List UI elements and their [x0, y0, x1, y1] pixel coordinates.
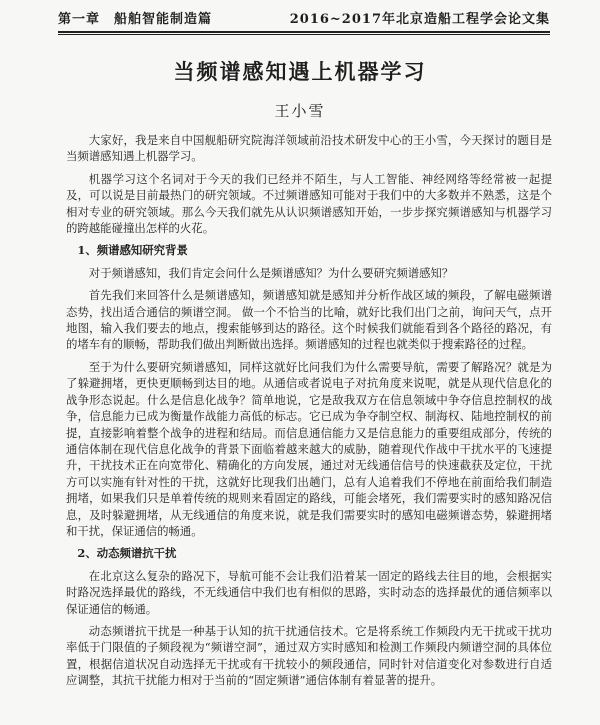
- intro-paragraph: 机器学习这个名词对于今天的我们已经并不陌生，与人工智能、神经网络等经常被一起提及，可以说是目前最热门的研究领域。不过频谱感知可能对于我们中的大多数并不熟悉，这是个相对专业的研究领域。那么今天我们就先从认识频谱感知开始，一步步探究频谱感知与机器学习的跨越能碰撞出怎样的火花。: [66, 171, 552, 236]
- section-paragraph: 在北京这么复杂的路况下，导航可能不会让我们沿着某一固定的路线去往目的地，会根据实时路况选择最优的路线，不无线通信中我们也有相似的思路，实时动态的选择最优的通信频率以保证通信的畅通。: [66, 568, 552, 616]
- author-name: 王小雪: [274, 102, 326, 120]
- section-paragraph: 对于频谱感知，我们肯定会问什么是频谱感知？为什么要研究频谱感知？: [88, 265, 454, 280]
- section-heading: 2、动态频谱抗干扰: [77, 546, 177, 561]
- header-rule: [58, 31, 550, 33]
- running-header: [58, 8, 550, 27]
- section-heading: 1、频谱感知研究背景: [77, 243, 188, 258]
- section-paragraph: 首先我们来回答什么是频谱感知，频谱感知就是感知并分析作战区域的频段，了解电磁频谱态势，找出适合通信的频谱空洞。 做一个不恰当的比喻，就好比我们出门之前，询问天气，点开地图，输入我们要去的地点，搜索能够到达的路径。这个时候我们就能看到各个路径的路况，有的堵车有的顺畅，帮助我们做出判断做出选择。频谱感知的过程也就类似于搜索路径的过程。: [66, 288, 552, 352]
- section-paragraph: 至于为什么要研究频谱感知，同样这就好比问我们为什么需要导航，需要了解路况？就是为了躲避拥堵，更快更顺畅到达目的地。从通信或者说电子对抗角度来说呢，就是从现代信息化的战争形态说起。什么是信息化战争？简单地说，它是敌我双方在信息领域中争夺信息控制权的战争，信息能力已成为衡量作战能力高低的标志。它已成为争夺制空权、制海权、陆地控制权的前提，直接影响着整个战争的进程和结局。而信息通信能力又是信息能力的重要组成部分，传统的通信体制在现代信息化战争的背景下面临着越来越大的威胁，随着现代作战中干扰水平的飞速提升，干扰技术正在向宽带化、精确化的方向发展，通过对无线通信信号的快速截获及定位，干扰方可以实施有针对性的干扰，这就好比现我们出趟门，总有人追着我们不停地在前面给我们制造拥堵，如果我们只是单着传统的规则来看固定的路线，可能会堵死，我们需要实时的感知路况信息，及时躲避拥堵，从无线通信的角度来说，就是我们需要实时的感知电磁频谱态势，躲避拥堵和干扰，保证通信的畅通。: [66, 359, 552, 538]
- article-title: 当频谱感知遇上机器学习: [173, 59, 427, 84]
- article-body: [66, 132, 552, 695]
- header-chapter: 第一章 船舶智能制造篇: [58, 12, 213, 27]
- intro-paragraph: 大家好，我是来自中国舰船研究院海洋领域前沿技术研发中心的王小雪，今天探讨的题目是当频谱感知遇上机器学习。: [66, 133, 552, 164]
- header-rule-thin: [58, 34, 550, 35]
- header-collection: 2016~2017年北京造船工程学会论文集: [289, 12, 550, 27]
- section-paragraph: 动态频谱抗干扰是一种基于认知的抗干扰通信技术。它是将系统工作频段内无干扰或干扰功率低于门限值的子频段视为“频谱空洞”，通过双方实时感知和检测工作频段内频谱空洞的具体位置，根据信道状况自动选择无干扰或有干扰较小的频段通信，同时针对信道变化对参数进行自适应调整，其抗干扰能力相对于当前的“固定频谱”通信体制有着显著的提升。: [66, 623, 552, 688]
